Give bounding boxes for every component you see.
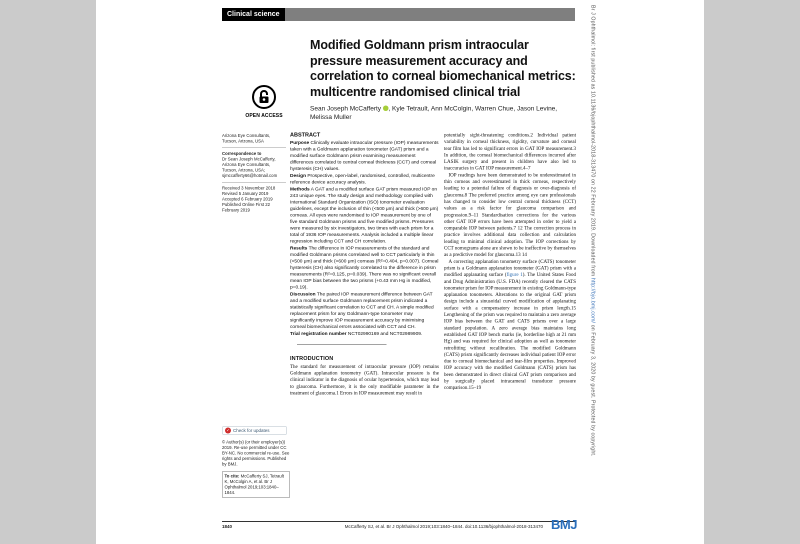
check-for-updates-button[interactable] xyxy=(222,426,287,435)
affiliation: Arizona Eye Consultants, Tucson, Arizona, USA xyxy=(222,133,271,144)
bmj-logo: BMJ xyxy=(551,517,577,532)
footer xyxy=(222,524,582,540)
margin-column xyxy=(222,133,286,308)
correspondence-text: Dr Sean Joseph McCafferty, Arizona Eye Consultants, Tucson, Arizona, USA; sjmccafferty66@hotmail.com xyxy=(222,156,278,178)
introduction-heading: INTRODUCTION xyxy=(290,355,334,362)
history-received: Received 3 November 2018 xyxy=(222,185,276,191)
strip-text-lead: Br J Ophthalmol: first published as 10.1136/bjophthalmol-2018-313470 on 22 February 2019. Downloaded from xyxy=(590,5,596,278)
article-title: Modified Goldmann prism intraocular pressure measurement accuracy and correlation to corneal biomechanical metrics: multicentre randomised clinical trial xyxy=(310,38,576,99)
author-names-lead: Sean Joseph McCafferty xyxy=(310,104,382,112)
correspondence-label: Correspondence to xyxy=(222,151,262,156)
body-paragraph-1: potentially sight-threatening conditions.2 Individual patient variability in corneal thickness, rigidity, curvature and corneal tear film has led to significant errors in GAT IOP measurement.3 In addition, the corneal biomechanical differences incurred after LASIK surgery and present in children have also led to inaccuracies in GAT IOP measurement.4–7 xyxy=(444,132,576,172)
author-list xyxy=(310,104,578,128)
margin-divider xyxy=(222,182,286,183)
abstract-design: Design Prospective, open-label, randomised, controlled, multicentre reference device accuracy analysis. xyxy=(290,173,435,185)
to-cite-label: To cite: xyxy=(224,473,240,479)
figure-1-link[interactable]: figure 1 xyxy=(506,272,523,278)
category-label: Clinical science xyxy=(222,8,285,21)
category-bar xyxy=(222,8,575,21)
open-access-icon xyxy=(251,104,277,113)
strip-journal-link[interactable]: http://bjo.bmj.com/ xyxy=(590,277,596,324)
abstract-trial-registration: Trial registration number NCT02990169 and NCT02989909. xyxy=(290,331,423,337)
margin-divider xyxy=(222,148,286,149)
abstract-column xyxy=(290,132,439,520)
open-access-label: OPEN ACCESS xyxy=(245,113,283,119)
history-published: Published Online First 22 February 2019 xyxy=(222,202,271,213)
check-for-updates-label: Check for updates xyxy=(233,427,270,433)
abstract-discussion: Discussion The paired IOP measurement difference between GAT and a modified surface Goldmann replacement prism indicated a statistically significant correlation to CCT and CH. A simple modified replacement prism for any Goldmann-type tonometer may significantly improve IOP measurement accuracy by minimising corneal biomechanical errors associated with CCT and CH. xyxy=(290,291,434,330)
body-column xyxy=(444,132,576,520)
running-citation: McCafferty SJ, et al. Br J Ophthalmol 2019;103:1840–1844. doi:10.1136/bjophthalmol-2018-313470 xyxy=(344,524,543,529)
abstract-purpose: Purpose Clinically evaluate intraocular pressure (IOP) measurements taken with a Goldmann applanation tonometer (GAT) prism and a modified surface Goldmann prism examining measurement differences correlated to central corneal thickness (CCT) and corneal hysteresis (CH) values. xyxy=(290,140,439,172)
history-revised: Revised 5 January 2019 xyxy=(222,191,269,196)
footer-rule xyxy=(222,521,575,522)
crossmark-icon: ✓ xyxy=(226,428,230,433)
page-number: 1840 xyxy=(222,524,233,529)
section-divider xyxy=(297,344,386,345)
margin-bottom-group xyxy=(222,426,290,526)
introduction-paragraph: The standard for measurement of intraocular pressure (IOP) remains Goldmann applanation tonometry (GAT). Intraocular pressure is the clinical indicator in the diagnosis of ocular hypertension, which may lead to glaucoma. Furthermore, it is the only modifiable parameter in the treatment of glaucoma.1 Errors in IOP measurement may result in xyxy=(290,364,439,396)
vertical-journal-strip xyxy=(590,5,601,541)
journal-page xyxy=(96,0,704,544)
open-access-block xyxy=(242,84,286,130)
citation-box xyxy=(222,472,290,498)
author-names-rest: , Kyle Tetrault, Ann McColgin, Warren Chue, Jason Levine, Melissa Muller xyxy=(310,104,558,121)
body-paragraph-3: A correcting applanation tonometry surface (CATS) tonometer prism is a Goldmann applanation tonometer (GAT) prism with a modified applanating surface (figure 1). The United States Food and Drug Administration (U.S. FDA) recently cleared the CATS tonometer prism for IOP measurement in existing Goldmann-type applanation tonometers. Alterations to the original GAT prism design include a sinusoidal curved modification of applanating surface with a compensatory increase in prism length.15 Lengthening of the prism was required to maintain a zero average IOP bias between the GAT and CATS prisms over a large standard population. A zero average bias maintains long established GAT IOP bench marks (ie, borderline high at 21 mm Hg) and was required for clinical adoption as well as tonometer retrofitting without recalibration. The modified Goldmann (CATS) prism significantly decreases individual patient IOP error due to corneal biomechanical and tear-film properties. Improved IOP accuracy with the modified Goldmann (CATS) prism has been demonstrated in direct clinical GAT prism comparison and by surgically placed intracameral transducer pressure comparison.15–19 xyxy=(444,258,576,391)
abstract-heading: ABSTRACT xyxy=(290,132,321,138)
history-accepted: Accepted 6 February 2019 xyxy=(222,196,273,202)
to-cite-text: McCafferty SJ, Tetrault K, McColgin A, et al. Br J Ophthalmol 2019;103:1840–1844. xyxy=(224,473,284,495)
copyright-notice: © Author(s) (or their employer(s)) 2019. Re-use permitted under CC BY-NC. No commercial re-use. See rights and permissions. Published by BMJ. xyxy=(222,439,290,467)
body-paragraph-2: IOP readings have been demonstrated to be underestimated in thin corneas and overestimated in thick corneas, respectively leading to a potential failure of diagnosis or over-diagnosis of glaucoma.8 The preferred practice among eye care professionals has changed to consider low central corneal thickness (CCT) values as a risk factor for glaucoma comparison and progression.9–11 Standardisation corrections for the various other GAT IOP errors have been attempted in order to yield a comparable IOP between patients.7 12 The correction process in practice involves additional data collection and calculation leading to minimal clinical adoption. The IOP corrections by CCT nomograms alone are shown to be ineffective by themselves as a predictive model for glaucoma.13 14 xyxy=(444,172,576,258)
strip-text-tail: on February 3, 2020 by guest. Protected by copyright. xyxy=(590,323,596,457)
abstract-results: Results The difference in IOP measurements of the standard and modified Goldmann prisms correlated well to CCT particularly in thin (<500 μm) and thick (>600 μm) corneas (R²=0.404, p=0.007). Corneal hysteresis (CH) also significantly correlated to the difference in prism measurements (R²=0.125, p=0.039). There was no significant overall mean IOP bias between the two prisms (+0.43 mm Hg in modified, p=0.19). xyxy=(290,245,439,290)
abstract-methods: Methods A GAT and a modified surface GAT prism measured IOP on 243 unique eyes. The study design and methodology complied with International Standard Organization (ISO) tonometer evaluation guidelines, except the inclusion of thin (<500 μm) and thick (>600 μm) corneas. All eyes were randomised to IOP measurement by one of five standard Goldmann prisms and five modified prisms. Pressures were measured by six investigators, two times with each prism for a total of 1936 IOP measurements. Analysis included a multiple linear regression including CCT and CH correlation. xyxy=(290,186,439,244)
